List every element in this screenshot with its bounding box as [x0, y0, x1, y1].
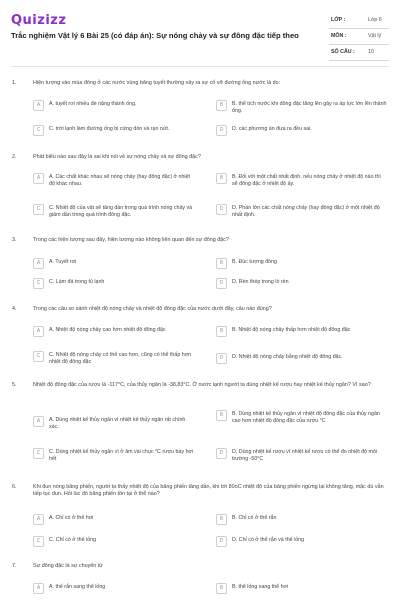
option-letter: D — [216, 204, 227, 215]
question-number: 2. — [12, 154, 17, 160]
meta-label: SỐ CÂU : — [331, 49, 355, 55]
option-text: B. thể lỏng sang thể hơi — [232, 584, 289, 590]
question-number: 5. — [12, 382, 17, 388]
option-text: D. Chỉ có ở thể rắn và thể lỏng — [232, 537, 305, 543]
option-text: B. Chỉ có ở thể rắn — [232, 515, 277, 521]
meta-table — [329, 13, 389, 61]
option-letter: C — [33, 125, 44, 136]
meta-value: Vật lý — [368, 33, 382, 39]
option-text: C. trời lạnh làm đường ống bị cứng dòn và rạn nứt. — [49, 126, 170, 132]
option-text: C. Chỉ có ở thể lỏng — [49, 537, 97, 543]
option-letter: B — [216, 583, 227, 594]
meta-value: 10 — [368, 49, 374, 55]
option-letter: C — [33, 278, 44, 289]
question-text: Khi đun nóng băng phiến, người ta thấy nhiệt độ của băng phiến tăng dần, khi tới 80oC nhiệt độ của băng phiến ngừng lại không tăng, mặc dù vẫn tiếp tục đun. Hỏi lúc đó băng phiến tồn tại ở thể nào? — [33, 484, 384, 498]
meta-label: MÔN : — [331, 33, 347, 39]
header-divider — [11, 66, 389, 67]
question-text: Phát biểu nào sau đây là sai khi nói về sự nóng chảy và sự đông đặc? — [33, 154, 201, 160]
option-text: A. Tuyết rơi — [49, 259, 77, 265]
option-letter: C — [33, 351, 44, 362]
question-number: 1. — [12, 80, 17, 86]
option-letter: B — [216, 173, 227, 184]
option-text: C. Nhiệt độ của vật sẽ tăng dần trong quá trình nóng chảy và giảm dần trong quá trình đông đặc. — [49, 205, 193, 218]
option-letter: B — [216, 258, 227, 269]
question-number: 4. — [12, 306, 17, 312]
option-letter: A — [33, 583, 44, 594]
option-text: B. Dùng nhiệt kế thủy ngân vì nhiệt độ đông đặc của thủy ngân cao hơn nhiệt độ đông đặc của rượu °C — [232, 411, 380, 424]
meta-row-count — [329, 45, 389, 61]
option-letter: C — [33, 448, 44, 459]
option-letter: D — [216, 278, 227, 289]
question-number: 7. — [12, 563, 17, 569]
option-text: D. Dùng nhiệt kế rượu vì nhiệt kế rượu có thể đo nhiệt độ môi trường -50°C — [232, 449, 378, 462]
option-letter: D — [216, 448, 227, 459]
option-text: C. Làm đá trong tủ lạnh — [49, 279, 105, 285]
option-letter: A — [33, 326, 44, 337]
option-text: D. các phương án đưa ra đều sai. — [232, 126, 312, 132]
option-letter: D — [216, 353, 227, 364]
option-letter: C — [33, 204, 44, 215]
option-text: A. Các chất khác nhau sẽ nóng chảy (hay đông đặc) ở nhiệt độ khác nhau. — [49, 174, 190, 187]
option-letter: B — [216, 514, 227, 525]
option-letter: B — [216, 100, 227, 111]
option-letter: A — [33, 514, 44, 525]
meta-row-class — [329, 13, 389, 29]
option-text: C. Dùng nhiệt kế thủy ngân vì ở âm vài chục °C rượu bay hơi hết — [49, 449, 194, 462]
quizizz-logo: Quizizz — [11, 13, 67, 28]
question-text: Trong các hiện tượng sau đây, hiện tượng nào không liên quan đến sự đông đặc? — [33, 237, 229, 243]
option-text: A. Chỉ có ở thể hơi — [49, 515, 94, 521]
option-text: B. Đối với một chất nhất định, nếu nóng chảy ở nhiệt độ nào thì sẽ đông đặc ở nhiệt độ ấy. — [232, 174, 381, 187]
option-text: B. Đúc tượng đồng — [232, 259, 278, 265]
option-letter: A — [33, 258, 44, 269]
question-text: Sự đông đặc là sự chuyển từ — [33, 563, 103, 569]
meta-label: LỚP : — [331, 17, 346, 23]
question-number: 3. — [12, 237, 17, 243]
option-text: A. thể rắn sang thể lỏng — [49, 584, 106, 590]
option-letter: D — [216, 536, 227, 547]
option-letter: B — [216, 326, 227, 337]
option-letter: A — [33, 416, 44, 427]
option-text: D. Nhiệt độ nóng chảy bằng nhiệt độ đông đặc. — [232, 354, 343, 360]
option-letter: C — [33, 536, 44, 547]
option-letter: A — [33, 173, 44, 184]
meta-value: Lớp 6 — [368, 17, 382, 23]
option-text: C. Nhiệt độ nóng chảy có thể cao hơn, cũng có thể thấp hơn nhiệt độ đông đặc — [49, 352, 192, 365]
option-text: B. Nhiệt độ nóng chảy thấp hơn nhiệt độ đông đặc — [232, 327, 351, 333]
question-text: Trong các câu so sánh nhiệt độ nóng chảy và nhiệt độ đông đặc của nước dưới đây, câu nào đúng? — [33, 306, 272, 312]
option-text: D. Phần lớn các chất nóng chảy (hay đông đặc) ở một nhiệt độ nhất định. — [232, 205, 380, 218]
option-text: A. tuyết rơi nhiều đè nặng thành ống. — [49, 101, 137, 107]
option-text: A. Nhiệt độ nóng chảy cao hơn nhiệt độ đông đặc — [49, 327, 166, 333]
question-text: Nhiệt độ đông đặc của rượu là -117°C, của thủy ngân là -38,83°C. Ở nước lạnh người ta dùng nhiệt kế rượu hay nhiệt kế thủy ngân? Vì sao? — [33, 382, 371, 388]
option-letter: D — [216, 125, 227, 136]
option-text: B. thể tích nước khi đông đặc tăng lên gây ra áp lực lớn lên thành ống. — [232, 101, 387, 114]
worksheet-header — [0, 0, 400, 60]
worksheet-title: Trắc nghiệm Vật lý 6 Bài 25 (có đáp án): Sự nóng chảy và sự đông đặc tiếp theo — [11, 31, 299, 40]
option-text: A. Dùng nhiệt kế thủy ngân vì nhiệt kế thủy ngân rất chính xác. — [49, 417, 186, 430]
question-number: 6. — [12, 484, 17, 490]
meta-row-subject — [329, 29, 389, 45]
option-letter: A — [33, 100, 44, 111]
option-text: D. Rèn thép trong lò rèn — [232, 279, 289, 285]
question-text: Hiện tượng vào mùa đông ở các nước vùng băng tuyết thường xảy ra sự cố vỡ đường ống nước là do: — [33, 80, 281, 86]
option-letter: B — [216, 410, 227, 421]
